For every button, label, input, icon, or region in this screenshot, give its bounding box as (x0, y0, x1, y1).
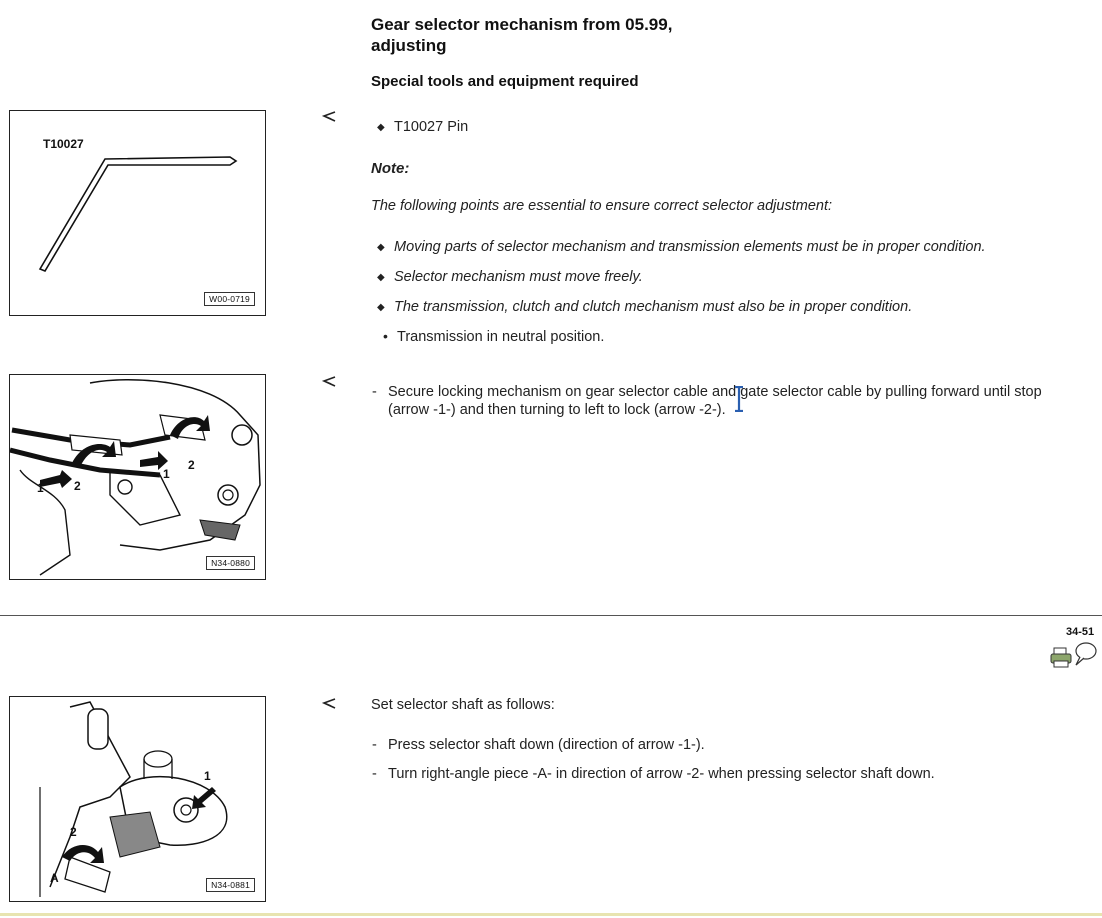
bullet-dot-icon: • (383, 328, 388, 344)
figure-code: N34-0880 (206, 556, 255, 570)
bullet-diamond-icon: ◆ (377, 302, 385, 313)
figure-locking-mechanism (9, 374, 266, 580)
text-cursor-icon (734, 386, 744, 417)
step-press-shaft: - Press selector shaft down (direction of arrow -1-). (372, 737, 705, 753)
precondition: • Transmission in neutral position. (383, 328, 605, 345)
dash-marker: - (372, 766, 377, 782)
figure-label-1: 1 (37, 481, 44, 495)
note-point: ◆ Moving parts of selector mechanism and transmission elements must be in proper condition. (377, 239, 986, 255)
figure-code: W00-0719 (204, 292, 255, 306)
print-icon[interactable] (1050, 646, 1072, 673)
bullet-diamond-icon: ◆ (377, 122, 385, 133)
figure-label-1: 1 (163, 467, 170, 481)
step-secure-locking: - Secure locking mechanism on gear selector cable and gate selector cable by pulling forward until stop (arrow -1-) and then turning to left to lock (arrow -2-). (372, 384, 1042, 418)
figure-label-2: 2 (74, 479, 81, 493)
locking-mechanism-drawing (10, 375, 265, 579)
tool-list-item (377, 119, 469, 135)
note-intro: The following points are essential to ensure correct selector adjustment: (371, 198, 833, 214)
note-heading: Note: (371, 160, 410, 177)
note-point: ◆ The transmission, clutch and clutch mechanism must also be in proper condition. (377, 299, 913, 315)
note-point: ◆ Selector mechanism must move freely. (377, 269, 643, 285)
tool-item-text: T10027 Pin (394, 119, 469, 135)
section-subtitle: Special tools and equipment required (371, 73, 639, 90)
figure-tool-label: T10027 (43, 137, 84, 151)
dash-marker: - (372, 737, 377, 753)
page-title: Gear selector mechanism from 05.99, adjusting (371, 15, 673, 55)
figure-selector-shaft (9, 696, 266, 902)
figure-tool-t10027 (9, 110, 266, 316)
page-number: 34-51 (1066, 626, 1095, 638)
back-arrow-icon[interactable] (322, 375, 336, 394)
step-turn-piece: - Turn right-angle piece -A- in direction of arrow -2- when pressing selector shaft down. (372, 766, 935, 782)
selector-shaft-drawing (10, 697, 265, 901)
back-arrow-icon[interactable] (322, 697, 336, 716)
speech-bubble-icon[interactable] (1073, 641, 1097, 672)
selector-shaft-intro: Set selector shaft as follows: (371, 697, 555, 713)
figure-label-2: 2 (70, 825, 77, 839)
back-arrow-icon[interactable] (322, 110, 336, 129)
bullet-diamond-icon: ◆ (377, 242, 385, 253)
dash-marker: - (372, 384, 377, 400)
figure-code: N34-0881 (206, 878, 255, 892)
figure-label-2: 2 (188, 458, 195, 472)
figure-label-a: A (50, 871, 59, 885)
bottom-edge (0, 913, 1102, 916)
figure-label-1: 1 (204, 769, 211, 783)
page-divider (0, 615, 1102, 616)
bullet-diamond-icon: ◆ (377, 272, 385, 283)
